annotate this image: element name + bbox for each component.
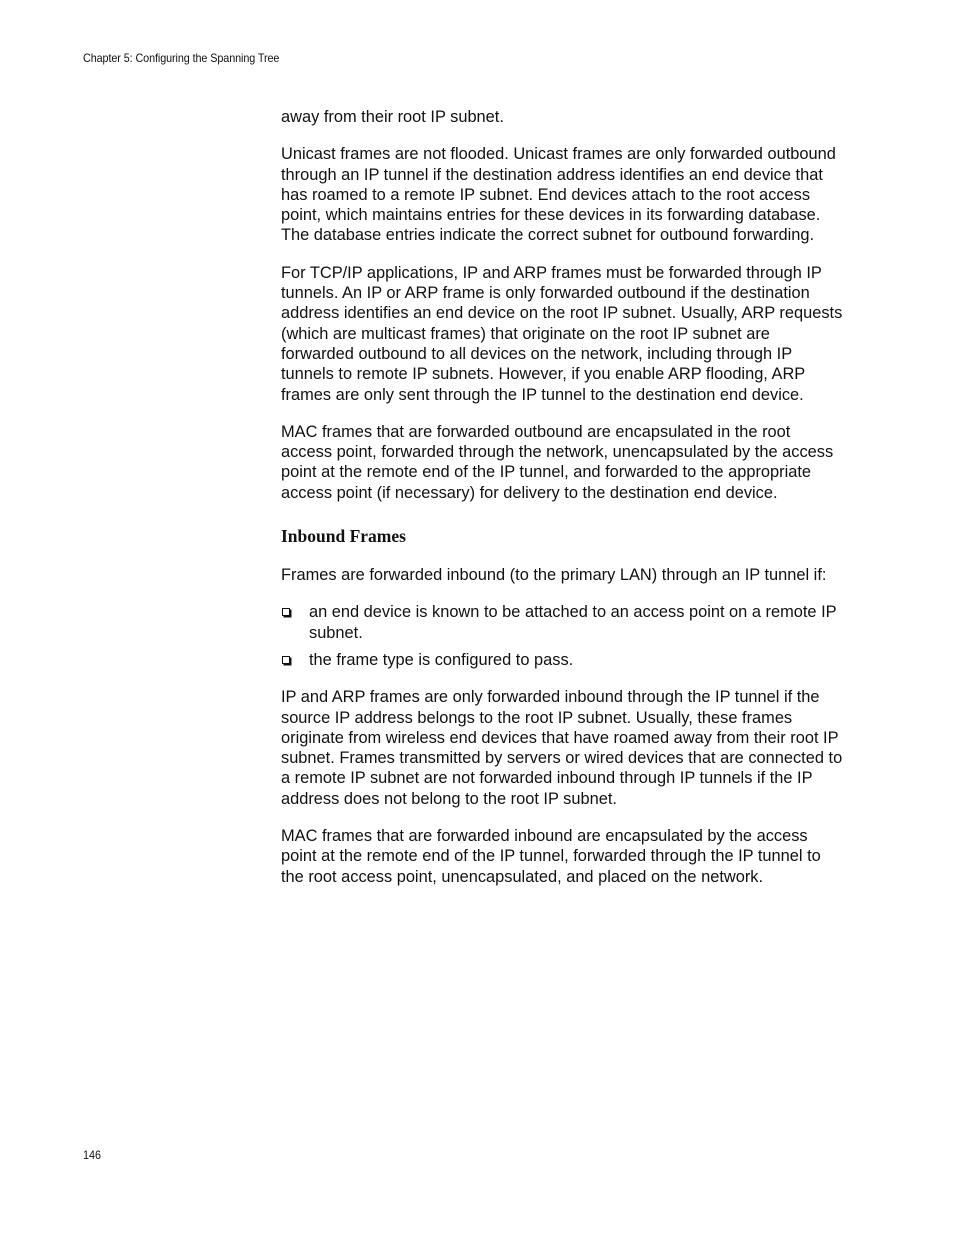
paragraph-mac-frames-inbound: MAC frames that are forwarded inbound are encapsulated by the access point at the remote end of the IP tunnel, forwarded through the IP tunnel to the root access point, unencapsulated, and placed on the network. xyxy=(281,827,821,886)
paragraph-inbound-intro: Frames are forwarded inbound (to the primary LAN) through an IP tunnel if: xyxy=(281,566,827,585)
checkbox-bullet-icon xyxy=(282,608,290,616)
paragraph-mac-frames-outbound: MAC frames that are forwarded outbound are encapsulated in the root access point, forwarded through the network, unencapsulated by the access point at the remote end of the IP tunnel, and forwarded to the appropriate access point (if necessary) for delivery to the destination end device. xyxy=(281,422,834,502)
bullet-list xyxy=(281,602,843,670)
paragraph-ip-arp-inbound: IP and ARP frames are only forwarded inbound through the IP tunnel if the source IP address belongs to the root IP subnet. Usually, these frames originate from wireless end devices that have roamed away from their root IP subnet. Frames transmitted by servers or wired devices that are connected to a remote IP subnet are not forwarded inbound through IP tunnels if the IP address does not belong to the root IP subnet. xyxy=(281,688,843,808)
list-item-text: the frame type is configured to pass. xyxy=(309,650,574,669)
checkbox-bullet-icon xyxy=(282,656,290,664)
list-item xyxy=(281,602,843,643)
page-number: 146 xyxy=(83,1148,102,1162)
paragraph-unicast-frames: Unicast frames are not flooded. Unicast frames are only forwarded outbound through an IP tunnel if the destination address identifies an end device that has roamed to a remote IP subnet. End devices attach to the root access point, which maintains entries for these devices in its forwarding database. The database entries indicate the correct subnet for outbound forwarding. xyxy=(281,145,836,245)
running-header: Chapter 5: Configuring the Spanning Tree xyxy=(83,51,280,65)
paragraph-tcpip-applications: For TCP/IP applications, IP and ARP frames must be forwarded through IP tunnels. An IP or ARP frame is only forwarded outbound if the destination address identifies an end device on the root IP subnet. Usually, ARP requests (which are multicast frames) that originate on the root IP subnet are forwarded outbound to all devices on the network, including through IP tunnels to remote IP subnets. However, if you enable ARP flooding, ARP frames are only sent through the IP tunnel to the destination end device. xyxy=(281,263,843,404)
body-column xyxy=(281,107,843,904)
section-heading-inbound-frames: Inbound Frames xyxy=(281,526,406,547)
paragraph-continuation: away from their root IP subnet. xyxy=(281,108,504,126)
list-item-text: an end device is known to be attached to an access point on a remote IP subnet. xyxy=(309,603,837,642)
list-item xyxy=(281,650,843,670)
